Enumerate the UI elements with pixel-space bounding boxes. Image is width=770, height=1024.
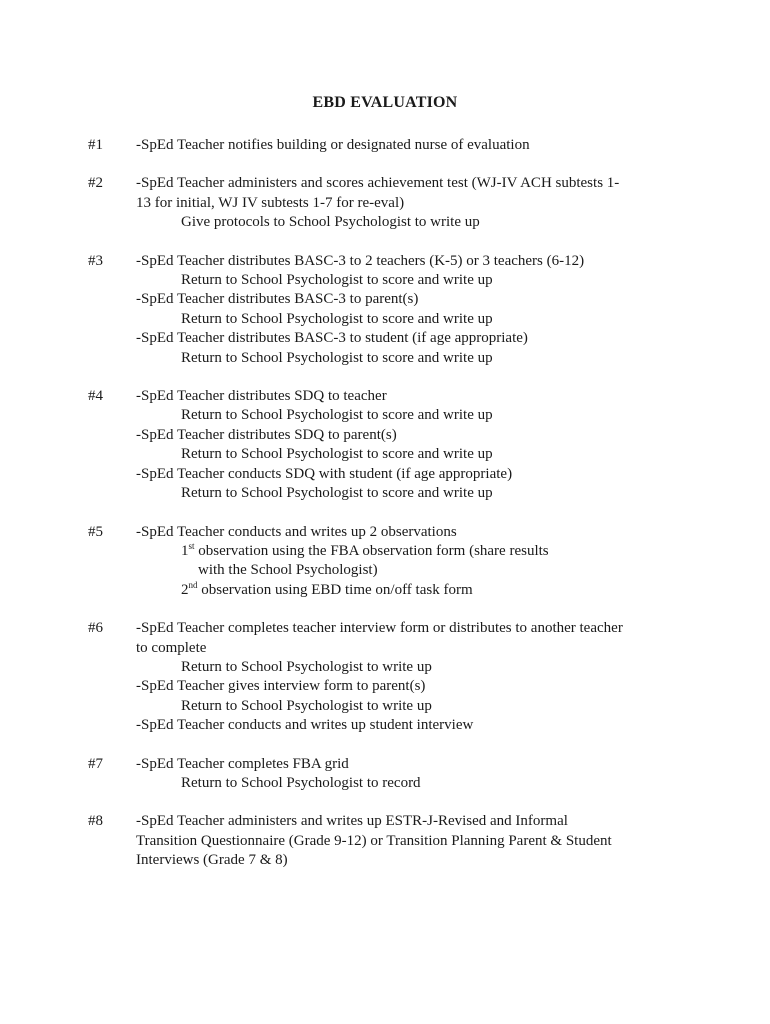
step-number: #5 (88, 523, 103, 540)
step-body (136, 755, 688, 794)
step-line: -SpEd Teacher completes FBA grid (136, 755, 349, 772)
list-item (88, 252, 688, 368)
list-item (88, 136, 688, 155)
step-line: Interviews (Grade 7 & 8) (136, 852, 288, 869)
step-line: -SpEd Teacher distributes SDQ to parent(s) (136, 426, 397, 443)
list-item (88, 619, 688, 735)
ordinal-number: 1 (181, 542, 189, 559)
step-line: -SpEd Teacher completes teacher interview form or distributes to another teacher (136, 620, 623, 637)
step-subline: Return to School Psychologist to record (181, 774, 421, 791)
step-line: 13 for initial, WJ IV subtests 1-7 for re-eval) (136, 194, 405, 211)
step-subline: Return to School Psychologist to write up (181, 658, 432, 675)
step-number: #6 (88, 620, 103, 637)
step-subline: Return to School Psychologist to score and write up (181, 407, 493, 424)
step-subline (136, 542, 688, 561)
step-line: -SpEd Teacher conducts and writes up student interview (136, 717, 474, 734)
list-item (88, 387, 688, 503)
step-number: #8 (88, 813, 103, 830)
step-subline: Return to School Psychologist to score and write up (181, 485, 493, 502)
ordinal-suffix: nd (188, 579, 198, 590)
step-subline-text: observation using the FBA observation form (share results (198, 542, 549, 559)
list-item (88, 755, 688, 794)
step-body (136, 523, 688, 601)
step-number: #4 (88, 388, 103, 405)
step-subline: Give protocols to School Psychologist to write up (181, 214, 480, 231)
step-body (136, 136, 688, 155)
step-list (88, 136, 688, 871)
step-line: -SpEd Teacher distributes BASC-3 to parent(s) (136, 291, 419, 308)
ordinal-suffix: st (188, 540, 195, 551)
step-line: -SpEd Teacher administers and scores achievement test (WJ-IV ACH subtests 1- (136, 175, 620, 192)
step-subline-text: observation using EBD time on/off task form (201, 581, 473, 598)
step-subline: Return to School Psychologist to score and write up (181, 446, 493, 463)
page-title: EBD EVALUATION (312, 94, 458, 111)
ordinal-number: 2 (181, 581, 189, 598)
step-subline: Return to School Psychologist to score and write up (181, 272, 493, 289)
step-line: -SpEd Teacher gives interview form to parent(s) (136, 678, 426, 695)
step-subline-continued: with the School Psychologist) (198, 562, 378, 579)
step-number: #3 (88, 252, 103, 269)
step-body (136, 174, 688, 232)
list-item (88, 523, 688, 601)
step-line: -SpEd Teacher notifies building or designated nurse of evaluation (136, 137, 530, 153)
step-body (136, 619, 688, 735)
step-number: #1 (88, 137, 103, 153)
step-line: to complete (136, 639, 207, 656)
step-subline: Return to School Psychologist to write up (181, 697, 432, 714)
step-line: -SpEd Teacher distributes BASC-3 to student (if age appropriate) (136, 330, 528, 347)
step-body (136, 387, 688, 503)
step-number: #7 (88, 755, 103, 772)
step-line: -SpEd Teacher distributes BASC-3 to 2 teachers (K-5) or 3 teachers (6-12) (136, 252, 585, 269)
step-number: #2 (88, 175, 103, 192)
step-line: -SpEd Teacher conducts SDQ with student (if age appropriate) (136, 465, 513, 482)
step-line: -SpEd Teacher distributes SDQ to teacher (136, 388, 387, 405)
list-item (88, 812, 688, 870)
step-subline (136, 581, 688, 600)
step-subline: Return to School Psychologist to score and write up (181, 310, 493, 327)
list-item (88, 174, 688, 232)
step-body (136, 812, 688, 870)
step-line: -SpEd Teacher conducts and writes up 2 observations (136, 523, 457, 540)
step-body (136, 252, 688, 368)
step-line: -SpEd Teacher administers and writes up ESTR-J-Revised and Informal (136, 813, 568, 830)
step-subline: Return to School Psychologist to score and write up (181, 349, 493, 366)
step-line: Transition Questionnaire (Grade 9-12) or Transition Planning Parent & Student (136, 832, 612, 849)
